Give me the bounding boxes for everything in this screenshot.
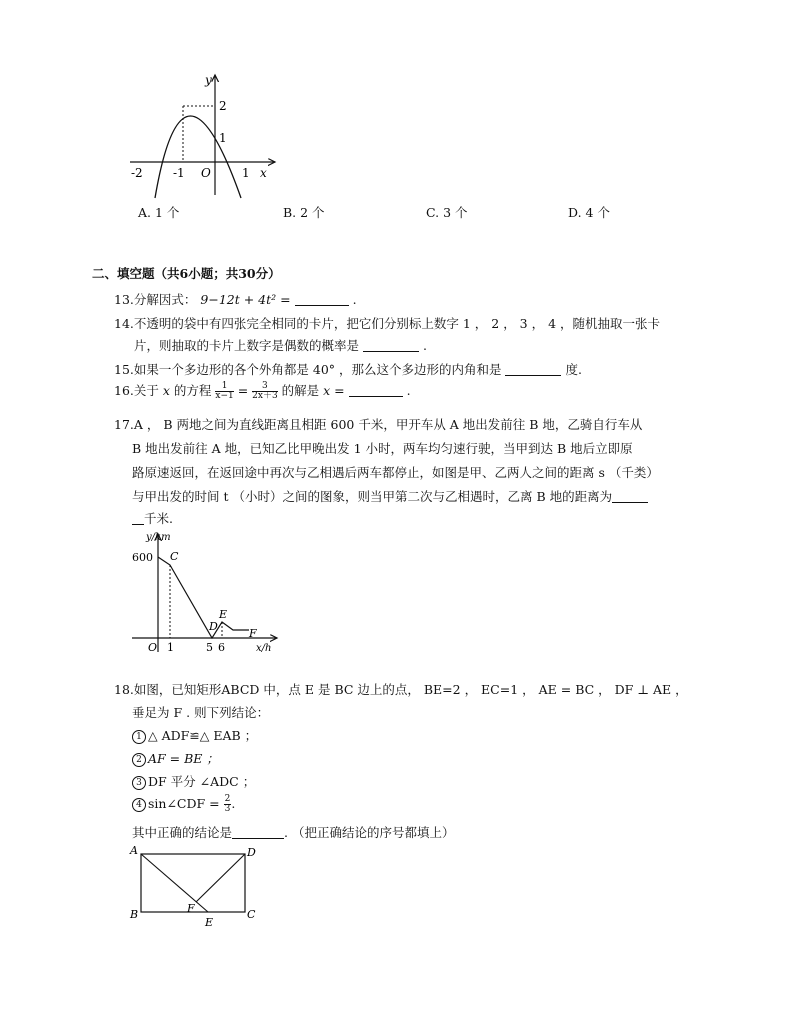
svg-text:x/h: x/h [256,643,272,654]
svg-text:B: B [130,908,139,921]
question-18: 18.如图，已知矩形ABCD 中，点 E 是 BC 边上的点， BE=2 ， EC=1 ， AE = BC ， DF ⊥ AE ， [114,682,688,697]
svg-text:E: E [205,916,214,929]
graph-line [158,557,249,638]
question-17-line4: 与甲出发的时间 t （小时）之间的图象，则当甲第二次与乙相遇时，乙离 B 地的距离为 [132,487,648,505]
svg-text:O: O [148,641,158,654]
question-17: 17.A ， B 两地之间为直线距离且相距 600 千米，甲开车从 A 地出发前往 B 地，乙骑自行车从 [114,417,643,432]
tick-2y: 2 [219,99,227,113]
fraction-1: $\frac{1}{x-1}$ [215,381,234,401]
svg-text:1: 1 [167,641,174,654]
tick-1y: 1 [219,131,227,145]
svg-text:D: D [209,620,218,633]
svg-text:C: C [170,550,179,563]
answer-blank[interactable] [232,825,284,839]
svg-text:600: 600 [132,551,153,564]
parabola-curve [155,116,241,198]
question-13: 13.分解因式： 9−12t + 4t² = . [114,292,357,307]
svg-text:6: 6 [218,641,225,654]
answer-blank-cont[interactable] [132,511,144,525]
conclusion-1: 1 △ ADF≌△ EAB ； [132,726,257,744]
svg-text:F: F [249,627,257,640]
parabola-graph [125,70,285,200]
x-label: x [260,166,267,180]
conclusion-3: 3 DF 平分 ∠ADC ； [132,772,255,790]
question-15: 15.如果一个多边形的各个外角都是 40° ，那么这个多边形的内角和是 度. [114,362,582,377]
option-b: B. 2 个 [283,205,325,220]
tick-m2: -2 [131,166,143,180]
svg-text:5: 5 [206,641,213,654]
svg-text:C: C [247,908,256,921]
rectangle-figure [128,842,263,932]
y-label: y [205,73,212,87]
section-title: 二、填空题（共6小题；共30分） [92,266,281,281]
question-14: 14.不透明的袋中有四张完全相同的卡片，把它们分别标上数字 1 ， 2 ， 3 ， 4 ，随机抽取一张卡 [114,316,660,331]
question-17-line2: B 地出发前往 A 地，已知乙比甲晚出发 1 小时，两车均匀速行驶，当甲到达 B 地后立即原 [132,441,633,456]
tick-m1: -1 [173,166,185,180]
svg-text:y/km: y/km [146,532,171,543]
option-c: C. 3 个 [426,205,468,220]
answer-blank[interactable] [612,489,648,503]
answer-blank[interactable] [295,292,349,306]
question-17-line3: 路原速返回，在返回途中再次与乙相遇后两车都停止，如图是甲、乙两人之间的距离 s （千类） [132,465,659,480]
svg-text:E: E [219,608,228,621]
tick-1x: 1 [242,166,250,180]
question-18-conclusion: 其中正确的结论是 . （把正确结论的序号都填上） [132,825,455,840]
option-d: D. 4 个 [568,205,610,220]
answer-blank[interactable] [363,338,419,352]
conclusion-2: 2 AF = BE ； [132,749,219,767]
question-18-line2: 垂足为 F . 则下列结论： [132,705,270,720]
question-16: 16.关于 x 的方程 $\frac{1}{x-1}$ = $\frac{3}{2x+3}$ 的解是 x = . [114,381,411,401]
option-a: A. 1 个 [138,205,180,220]
answer-blank[interactable] [505,362,561,376]
distance-time-graph [132,530,282,655]
conclusion-4: 4 sin∠CDF = $\frac{2}{3}$ . [132,795,235,814]
svg-text:F: F [187,902,195,915]
answer-blank[interactable] [349,383,403,397]
question-14-line2: 片，则抽取的卡片上数字是偶数的概率是 . [134,338,427,353]
origin-label: O [201,166,211,180]
svg-text:D: D [247,846,256,859]
fraction-2: $\frac{3}{2x+3}$ [252,381,278,401]
svg-text:A: A [130,844,138,857]
question-17-line5: 千米. [132,509,173,527]
